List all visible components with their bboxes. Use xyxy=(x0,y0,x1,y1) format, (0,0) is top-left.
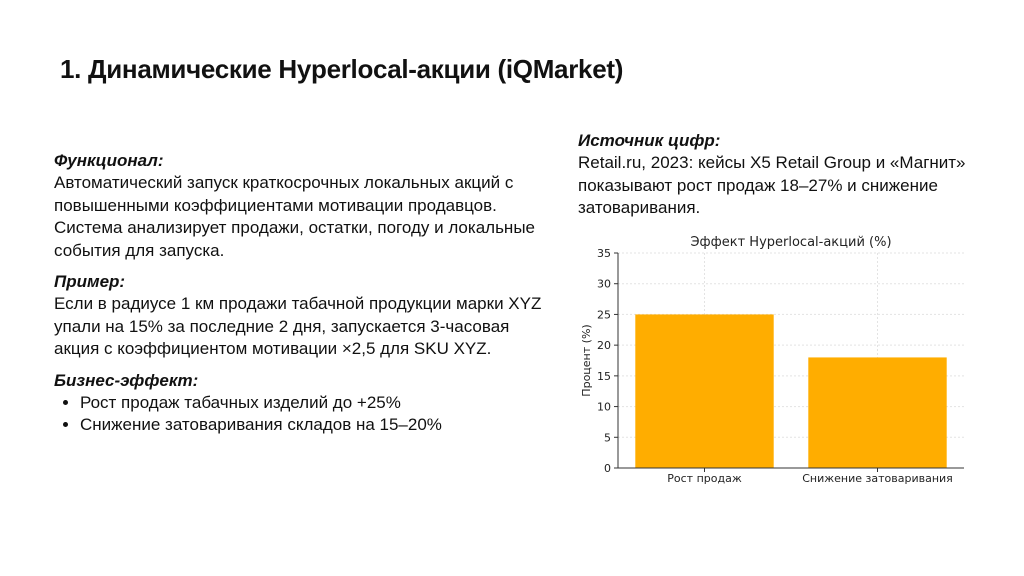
source-text: Retail.ru, 2023: кейсы X5 Retail Group и «Магнит» показывают рост продаж 18–27% и снижение затоваривания. xyxy=(578,153,966,217)
effect-heading: Бизнес-эффект: xyxy=(54,370,199,390)
effect-item: • Рост продаж табачных изделий до +25% xyxy=(80,392,554,415)
y-tick-label: 25 xyxy=(597,308,611,322)
left-column xyxy=(54,150,554,437)
bar xyxy=(808,357,946,468)
source-block xyxy=(578,130,968,220)
effect-list xyxy=(54,392,554,437)
y-tick-label: 35 xyxy=(597,247,611,260)
y-tick-label: 10 xyxy=(597,400,611,414)
bar-chart xyxy=(574,228,974,495)
x-tick-label: Снижение затоваривания xyxy=(802,472,953,485)
example-heading: Пример: xyxy=(54,272,126,291)
x-tick-label: Рост продаж xyxy=(667,472,742,485)
y-tick-label: 30 xyxy=(597,277,611,291)
functional-text: Автоматический запуск краткосрочных локальных акций с повышенными коэффициентами мотивации продавцов. Система анализирует продажи, остатки, погоду и локальные события для запуска. xyxy=(54,173,535,260)
functional-heading: Функционал: xyxy=(54,151,164,170)
y-tick-label: 5 xyxy=(604,431,611,445)
example-text: Если в радиусе 1 км продажи табачной продукции марки XYZ упали на 15% за последние 2 дня, запускается 3-часовая акция с коэффициентом мотивации ×2,5 для SKU XYZ. xyxy=(54,294,542,358)
y-axis-label: Процент (%) xyxy=(580,324,593,397)
y-tick-label: 0 xyxy=(604,462,611,475)
effect-item: • Снижение затоваривания складов на 15–20% xyxy=(80,414,554,437)
page-title: 1. Динамические Hyperlocal-акции (iQMarket) xyxy=(60,54,624,84)
bar xyxy=(635,314,773,468)
chart-svg xyxy=(574,228,974,490)
y-tick-label: 15 xyxy=(597,369,611,383)
chart-title: Эффект Hyperlocal-акций (%) xyxy=(690,235,892,250)
y-tick-label: 20 xyxy=(597,339,611,353)
source-heading: Источник цифр: xyxy=(578,131,721,150)
